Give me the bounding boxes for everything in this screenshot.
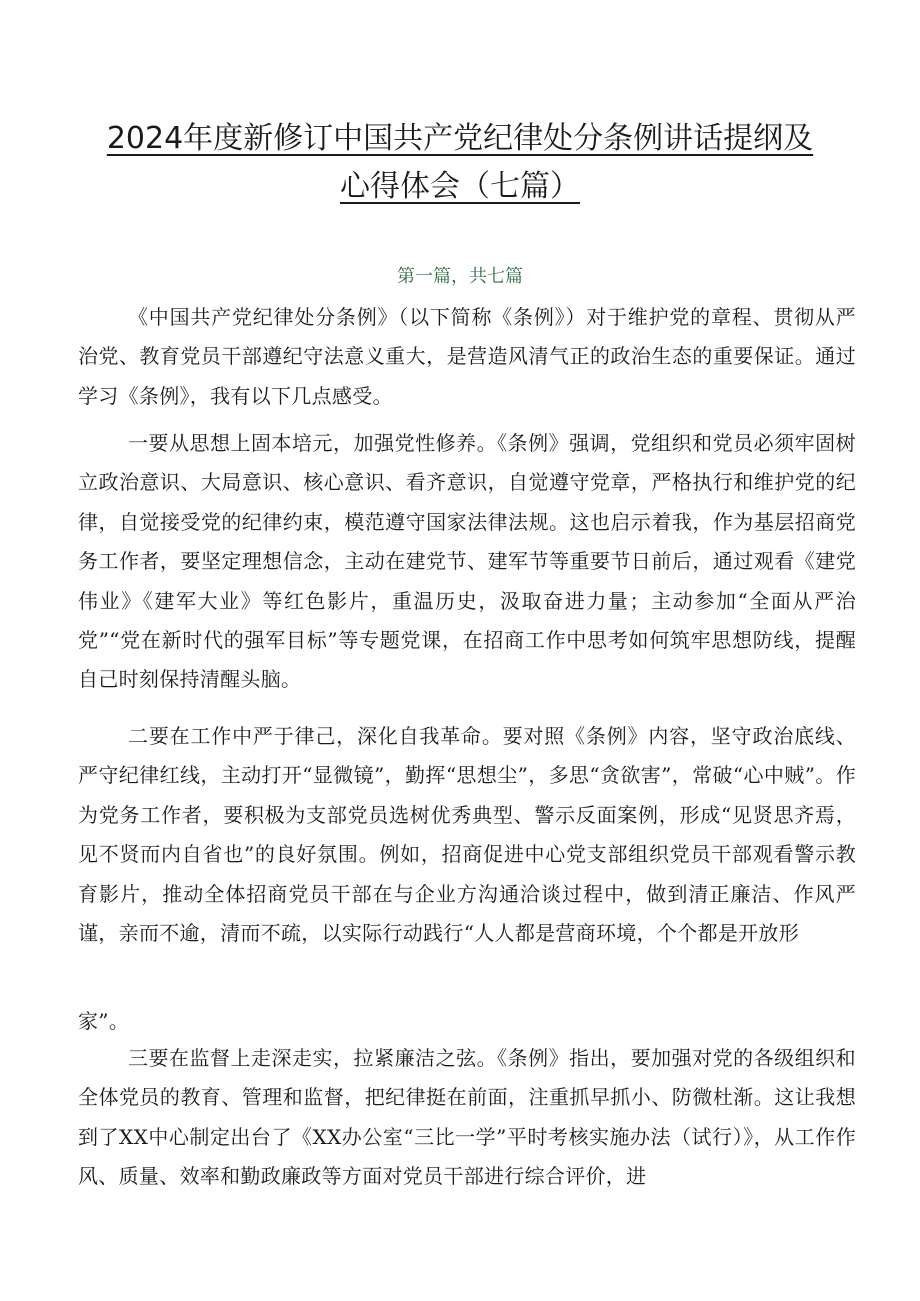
paragraph-point-1: 一要从思想上固本培元，加强党性修养。《条例》强调，党组织和党员必须牢固树立政治意识、大局意识、核心意识、看齐意识，自觉遵守党章，严格执行和维护党的纪律，自觉接受党的纪律约束，模范遵守国家法律法规。这也启示着我，作为基层招商党务工作者，要坚定理想信念，主动在建党节、建军节等重要节日前后，通过观看《建党伟业》《建军大业》等红色影片，重温历史，汲取奋进力量；主动参加“全面从严治党”“党在新时代的强军目标”等专题党课，在招商工作中思考如何筑牢思想防线，提醒自己时刻保持清醒头脑。 (78, 431, 856, 692)
paragraph-point-3: 三要在监督上走深走实，拉紧廉洁之弦。《条例》指出，要加强对党的各级组织和全体党员的教育、管理和监督，把纪律挺在前面，注重抓早抓小、防微杜渐。这让我想到了XX中心制定出台了《XX办公室“三比一学”平时考核实施办法（试行）》，从工作作风、质量、效率和勤政廉政等方面对党员干部进行综合评价，进 (78, 1046, 856, 1189)
document-title-line-2 (60, 166, 860, 208)
document-title-line-1 (60, 118, 860, 160)
title-text-1: 2024年度新修订中国共产党纪律处分条例讲话提纲及 (106, 121, 814, 156)
paragraph-intro: 《中国共产党纪律处分条例》（以下简称《条例》）对于维护党的章程、贯彻从严治党、教育党员干部遵纪守法意义重大，是营造风清气正的政治生态的重要保证。通过学习《条例》，我有以下几点感受。 (78, 305, 856, 408)
title-text-2: 心得体会（七篇） (340, 169, 580, 204)
section-heading: 第一篇，共七篇 (397, 266, 523, 287)
paragraph-point-2: 二要在工作中严于律己，深化自我革命。要对照《条例》内容，坚守政治底线、严守纪律红线，主动打开“显微镜”，勤挥“思想尘”，多思“贪欲害”，常破“心中贼”。作为党务工作者，要积极为支部党员选树优秀典型、警示反面案例，形成“见贤思齐焉，见不贤而内自省也”的良好氛围。例如，招商促进中心党支部组织党员干部观看警示教育影片，推动全体招商党员干部在与企业方沟通洽谈过程中，做到清正廉洁、作风严谨，亲而不逾，清而不疏，以实际行动践行“人人都是营商环境，个个都是开放形 (78, 724, 856, 946)
paragraph-point-2-tail: 家”。 (78, 1009, 130, 1033)
